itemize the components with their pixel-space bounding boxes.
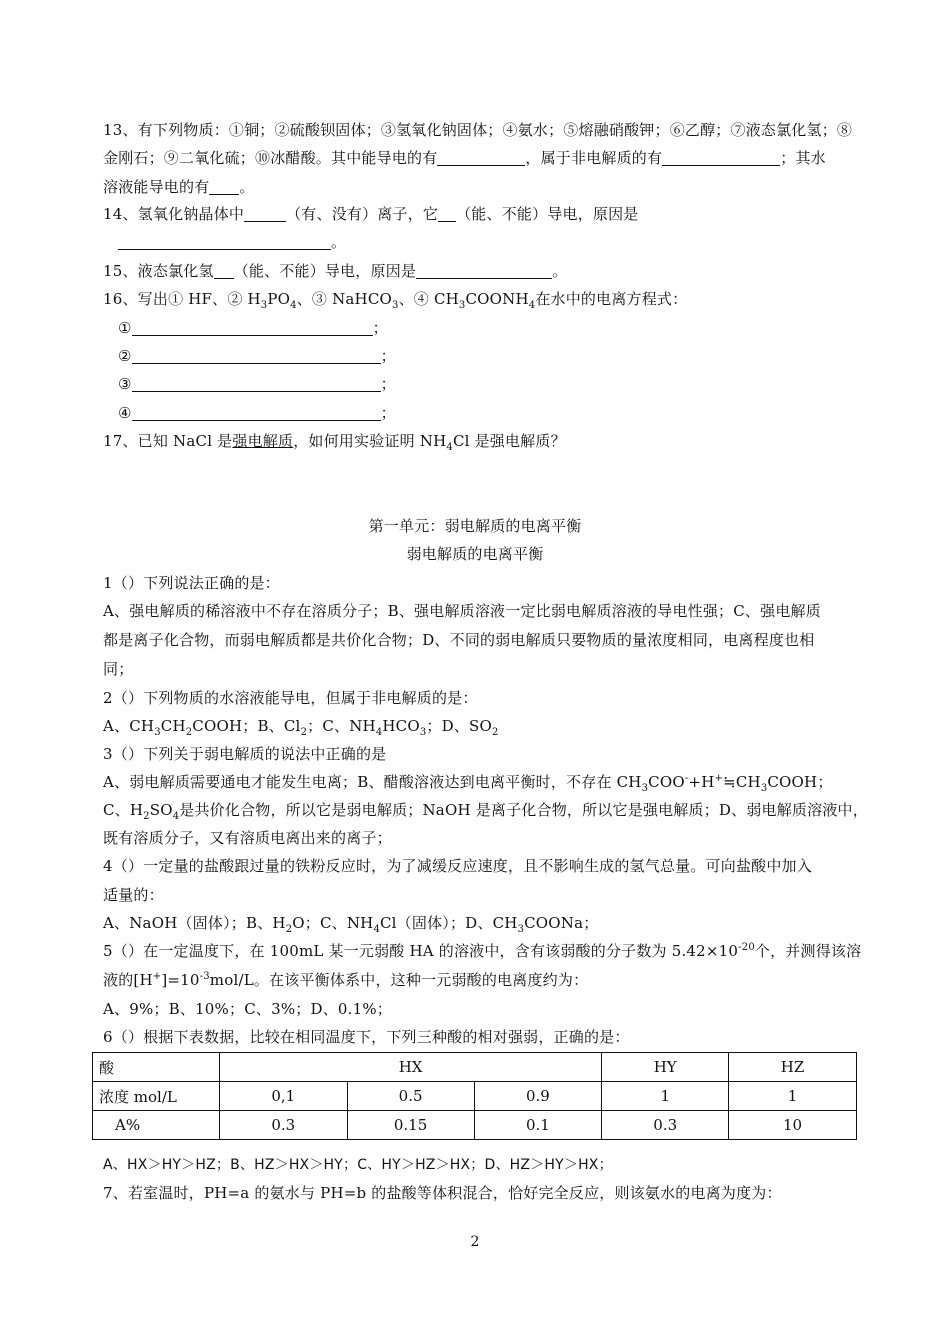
answer-blank[interactable] xyxy=(209,179,239,195)
option-text: HCO xyxy=(382,717,420,735)
q13-line3 xyxy=(103,177,855,197)
option-text: CH xyxy=(160,717,186,735)
option-text: O；C、NH xyxy=(292,914,374,932)
p2-q2-options xyxy=(103,716,855,736)
table-cell: 0.5 xyxy=(347,1082,474,1111)
table-header-row xyxy=(93,1053,857,1082)
q5-text: 5（）在一定温度下，在 100mL 某一元弱酸 HA 的溶液中，含有该弱酸的分子数为 5.42×10 xyxy=(103,942,739,960)
subscript: 3 xyxy=(458,300,466,311)
answer-blank[interactable] xyxy=(662,150,780,166)
q3-text: +H xyxy=(688,773,715,791)
answer-blank[interactable] xyxy=(437,150,525,166)
q17-line xyxy=(103,431,855,451)
answer-blank[interactable] xyxy=(132,405,381,421)
q16-text: PO xyxy=(267,290,291,308)
subscript: 4 xyxy=(172,811,180,822)
answer-blank[interactable] xyxy=(118,234,331,250)
q13-text: 金刚石；⑨二氧化硫；⑩冰醋酸。其中能导电的有 xyxy=(103,149,438,167)
subscript: 4 xyxy=(528,300,536,311)
section-subtitle: 弱电解质的电离平衡 xyxy=(406,545,544,563)
subscript: 2 xyxy=(492,727,499,738)
subscript: 3 xyxy=(154,727,161,738)
subscript: 2 xyxy=(285,924,293,935)
q16-answer-2 xyxy=(118,346,870,366)
acid-data-table xyxy=(92,1052,857,1140)
underlined-term: 强电解质 xyxy=(232,432,294,450)
table-cell: A% xyxy=(93,1111,220,1140)
p2-q2-stem: 2（）下列物质的水溶液能导电，但属于非电解质的是： xyxy=(103,689,478,707)
table-cell: 0.9 xyxy=(474,1082,602,1111)
option-text: ；D、SO xyxy=(426,717,493,735)
answer-blank[interactable] xyxy=(214,263,234,279)
q15-line xyxy=(103,261,855,281)
q5-text: ]=10 xyxy=(161,971,200,989)
superscript: -20 xyxy=(738,942,755,953)
answer-blank[interactable] xyxy=(438,206,456,222)
semicolon: ； xyxy=(380,347,396,365)
p2-q7-stem: 7、若室温时，PH=a 的氨水与 PH=b 的盐酸等体积混合，恰好完全反应，则该氨水的电离为度为： xyxy=(103,1184,782,1202)
p2-q5-line1 xyxy=(103,941,862,961)
q16-text: 、③ NaHCO xyxy=(296,290,393,308)
q5-text: 个，并测得该溶 xyxy=(754,942,862,960)
page-number: 2 xyxy=(470,1234,480,1250)
subscript: 4 xyxy=(290,300,297,311)
table-header-cell: HX xyxy=(219,1053,601,1082)
answer-mark: ① xyxy=(118,319,132,337)
q5-text: 液的[H xyxy=(103,971,153,989)
q13-text: 。 xyxy=(239,178,255,196)
superscript: + xyxy=(714,773,724,784)
table-row xyxy=(93,1082,857,1111)
p2-q3-line2 xyxy=(103,800,868,822)
q16-text: 在水中的电离方程式： xyxy=(535,290,688,308)
q15-text: 15、液态氯化氢 xyxy=(103,262,214,280)
q3-text: SO xyxy=(149,801,173,819)
subscript: 3 xyxy=(392,300,399,311)
table-header-cell: HY xyxy=(602,1053,729,1082)
p2-q1-stem: 1（）下列说法正确的是： xyxy=(103,574,280,592)
answer-blank[interactable] xyxy=(416,263,552,279)
subscript: 3 xyxy=(641,783,649,794)
table-cell: 10 xyxy=(729,1111,857,1140)
q13-line2 xyxy=(103,148,855,168)
subscript: 3 xyxy=(419,727,427,738)
p2-q6-options: A、HX＞HY＞HZ；B、HZ＞HX＞HY；C、HY＞HZ＞HX；D、HZ＞HY＞HX； xyxy=(103,1157,613,1173)
p2-q1-line2: 都是离子化合物，而弱电解质都是共价化合物；D、不同的弱电解质只要物质的量浓度相同，电离程度也相 xyxy=(103,631,815,649)
q17-text: Cl 是强电解质？ xyxy=(452,432,566,450)
subscript: 4 xyxy=(375,727,383,738)
option-text: A、CH xyxy=(103,717,155,735)
q3-text: 是共价化合物，所以它是弱电解质；NaOH 是离子化合物，所以它是强电解质；D、弱电解质溶液中， xyxy=(179,801,868,819)
p2-q4-stem: 4（）一定量的盐酸跟过量的铁粉反应时，为了减缓反应速度，且不影响生成的氢气总量。可向盐酸中加入 xyxy=(103,857,812,875)
table-cell: 浓度 mol/L xyxy=(93,1082,220,1111)
q13-line1 xyxy=(103,120,855,140)
answer-mark: ② xyxy=(118,347,132,365)
option-text: COOH；B、Cl xyxy=(192,717,301,735)
table-cell: 1 xyxy=(729,1082,857,1111)
q3-text: ≒CH xyxy=(723,773,761,791)
p2-q3-line3: 既有溶质分子，又有溶质电离出来的离子； xyxy=(103,829,392,847)
superscript: + xyxy=(152,971,162,982)
q16-text: COONH xyxy=(465,290,529,308)
q16-answer-4 xyxy=(118,403,870,423)
p2-q5-line2 xyxy=(103,970,855,990)
option-text: ；C、NH xyxy=(307,717,376,735)
table-header-cell: HZ xyxy=(729,1053,857,1082)
subscript: 2 xyxy=(185,727,193,738)
q15-text: 。 xyxy=(552,262,568,280)
q13-text: ；其水 xyxy=(780,149,826,167)
semicolon: ； xyxy=(372,319,388,337)
q3-text: COO xyxy=(648,773,685,791)
section-title: 第一单元：弱电解质的电离平衡 xyxy=(368,517,582,535)
q13-text: 溶液能导电的有 xyxy=(103,178,210,196)
subscript: 4 xyxy=(446,442,453,453)
p2-q6-stem: 6（）根据下表数据，比较在相同温度下，下列三种酸的相对强弱，正确的是： xyxy=(103,1028,630,1046)
p2-q4-line2: 适量的： xyxy=(103,886,164,904)
p2-q3-stem: 3（）下列关于弱电解质的说法中正确的是 xyxy=(103,745,387,763)
q14-text: （能、不能）导电，原因是 xyxy=(456,205,639,223)
q3-text: COOH； xyxy=(767,773,833,791)
q17-text: 17、已知 NaCl 是 xyxy=(103,432,233,450)
superscript: - xyxy=(684,773,689,784)
q16-text: 16、写出① HF、② H xyxy=(103,290,261,308)
p2-q4-options xyxy=(103,913,855,933)
table-cell: 0,1 xyxy=(219,1082,347,1111)
table-cell: 0.15 xyxy=(347,1111,474,1140)
subscript: 4 xyxy=(373,924,380,935)
semicolon: ； xyxy=(380,375,396,393)
table-cell: 0.3 xyxy=(602,1111,729,1140)
subscript: 3 xyxy=(517,924,525,935)
subscript: 2 xyxy=(143,811,150,822)
answer-mark: ④ xyxy=(118,404,132,422)
superscript: -3 xyxy=(199,971,210,982)
q16-text: 、④ CH xyxy=(398,290,459,308)
option-text: COONa； xyxy=(524,914,599,932)
answer-blank[interactable] xyxy=(244,206,286,222)
q16-answer-3 xyxy=(118,374,870,394)
q17-text: ，如何用实验证明 NH xyxy=(293,432,447,450)
p2-q1-line3: 同； xyxy=(103,660,134,678)
q13-text: 13、有下列物质：①铜；②硫酸钡固体；③氢氧化钠固体；④氨水；⑤熔融硝酸钾；⑥乙醇；⑦液态氯化氢；⑧ xyxy=(103,121,853,139)
q14-text: 14、氢氧化钠晶体中 xyxy=(103,205,245,223)
table-cell: 0.1 xyxy=(474,1111,602,1140)
q14-text: （有、没有）离子，它 xyxy=(286,205,439,223)
option-text: Cl（固体）；D、CH xyxy=(380,914,518,932)
q16-line xyxy=(103,289,855,309)
q14-text: 。 xyxy=(331,233,347,251)
q15-text: （能、不能）导电，原因是 xyxy=(233,262,417,280)
p2-q5-options: A、9%；B、10%；C、3%；D、0.1%； xyxy=(103,1000,393,1018)
q3-text: C、H xyxy=(103,801,144,819)
q3-text: A、弱电解质需要通电才能发生电离；B、醋酸溶液达到电离平衡时，不存在 CH xyxy=(103,773,642,791)
subscript: 2 xyxy=(300,727,308,738)
answer-mark: ③ xyxy=(118,375,132,393)
table-row xyxy=(93,1111,857,1140)
q13-text: ，属于非电解质的有 xyxy=(525,149,663,167)
answer-blank[interactable] xyxy=(132,376,381,392)
answer-blank[interactable] xyxy=(132,320,373,336)
table-cell: 1 xyxy=(602,1082,729,1111)
option-text: A、NaOH（固体）；B、H xyxy=(103,914,286,932)
semicolon: ； xyxy=(380,404,396,422)
subscript: 3 xyxy=(760,783,768,794)
table-header-cell: 酸 xyxy=(93,1053,220,1082)
answer-blank[interactable] xyxy=(132,348,381,364)
q16-answer-1 xyxy=(118,318,870,338)
q14-line1 xyxy=(103,204,855,224)
p2-q3-line1 xyxy=(103,772,855,792)
p2-q1-line1: A、强电解质的稀溶液中不存在溶质分子；B、强电解质溶液一定比弱电解质溶液的导电性强；C、强电解质 xyxy=(103,602,821,620)
q5-text: mol/L。在该平衡体系中，这种一元弱酸的电离度约为： xyxy=(209,971,589,989)
q14-line2 xyxy=(118,232,870,252)
subscript: 3 xyxy=(260,300,268,311)
table-cell: 0.3 xyxy=(219,1111,347,1140)
